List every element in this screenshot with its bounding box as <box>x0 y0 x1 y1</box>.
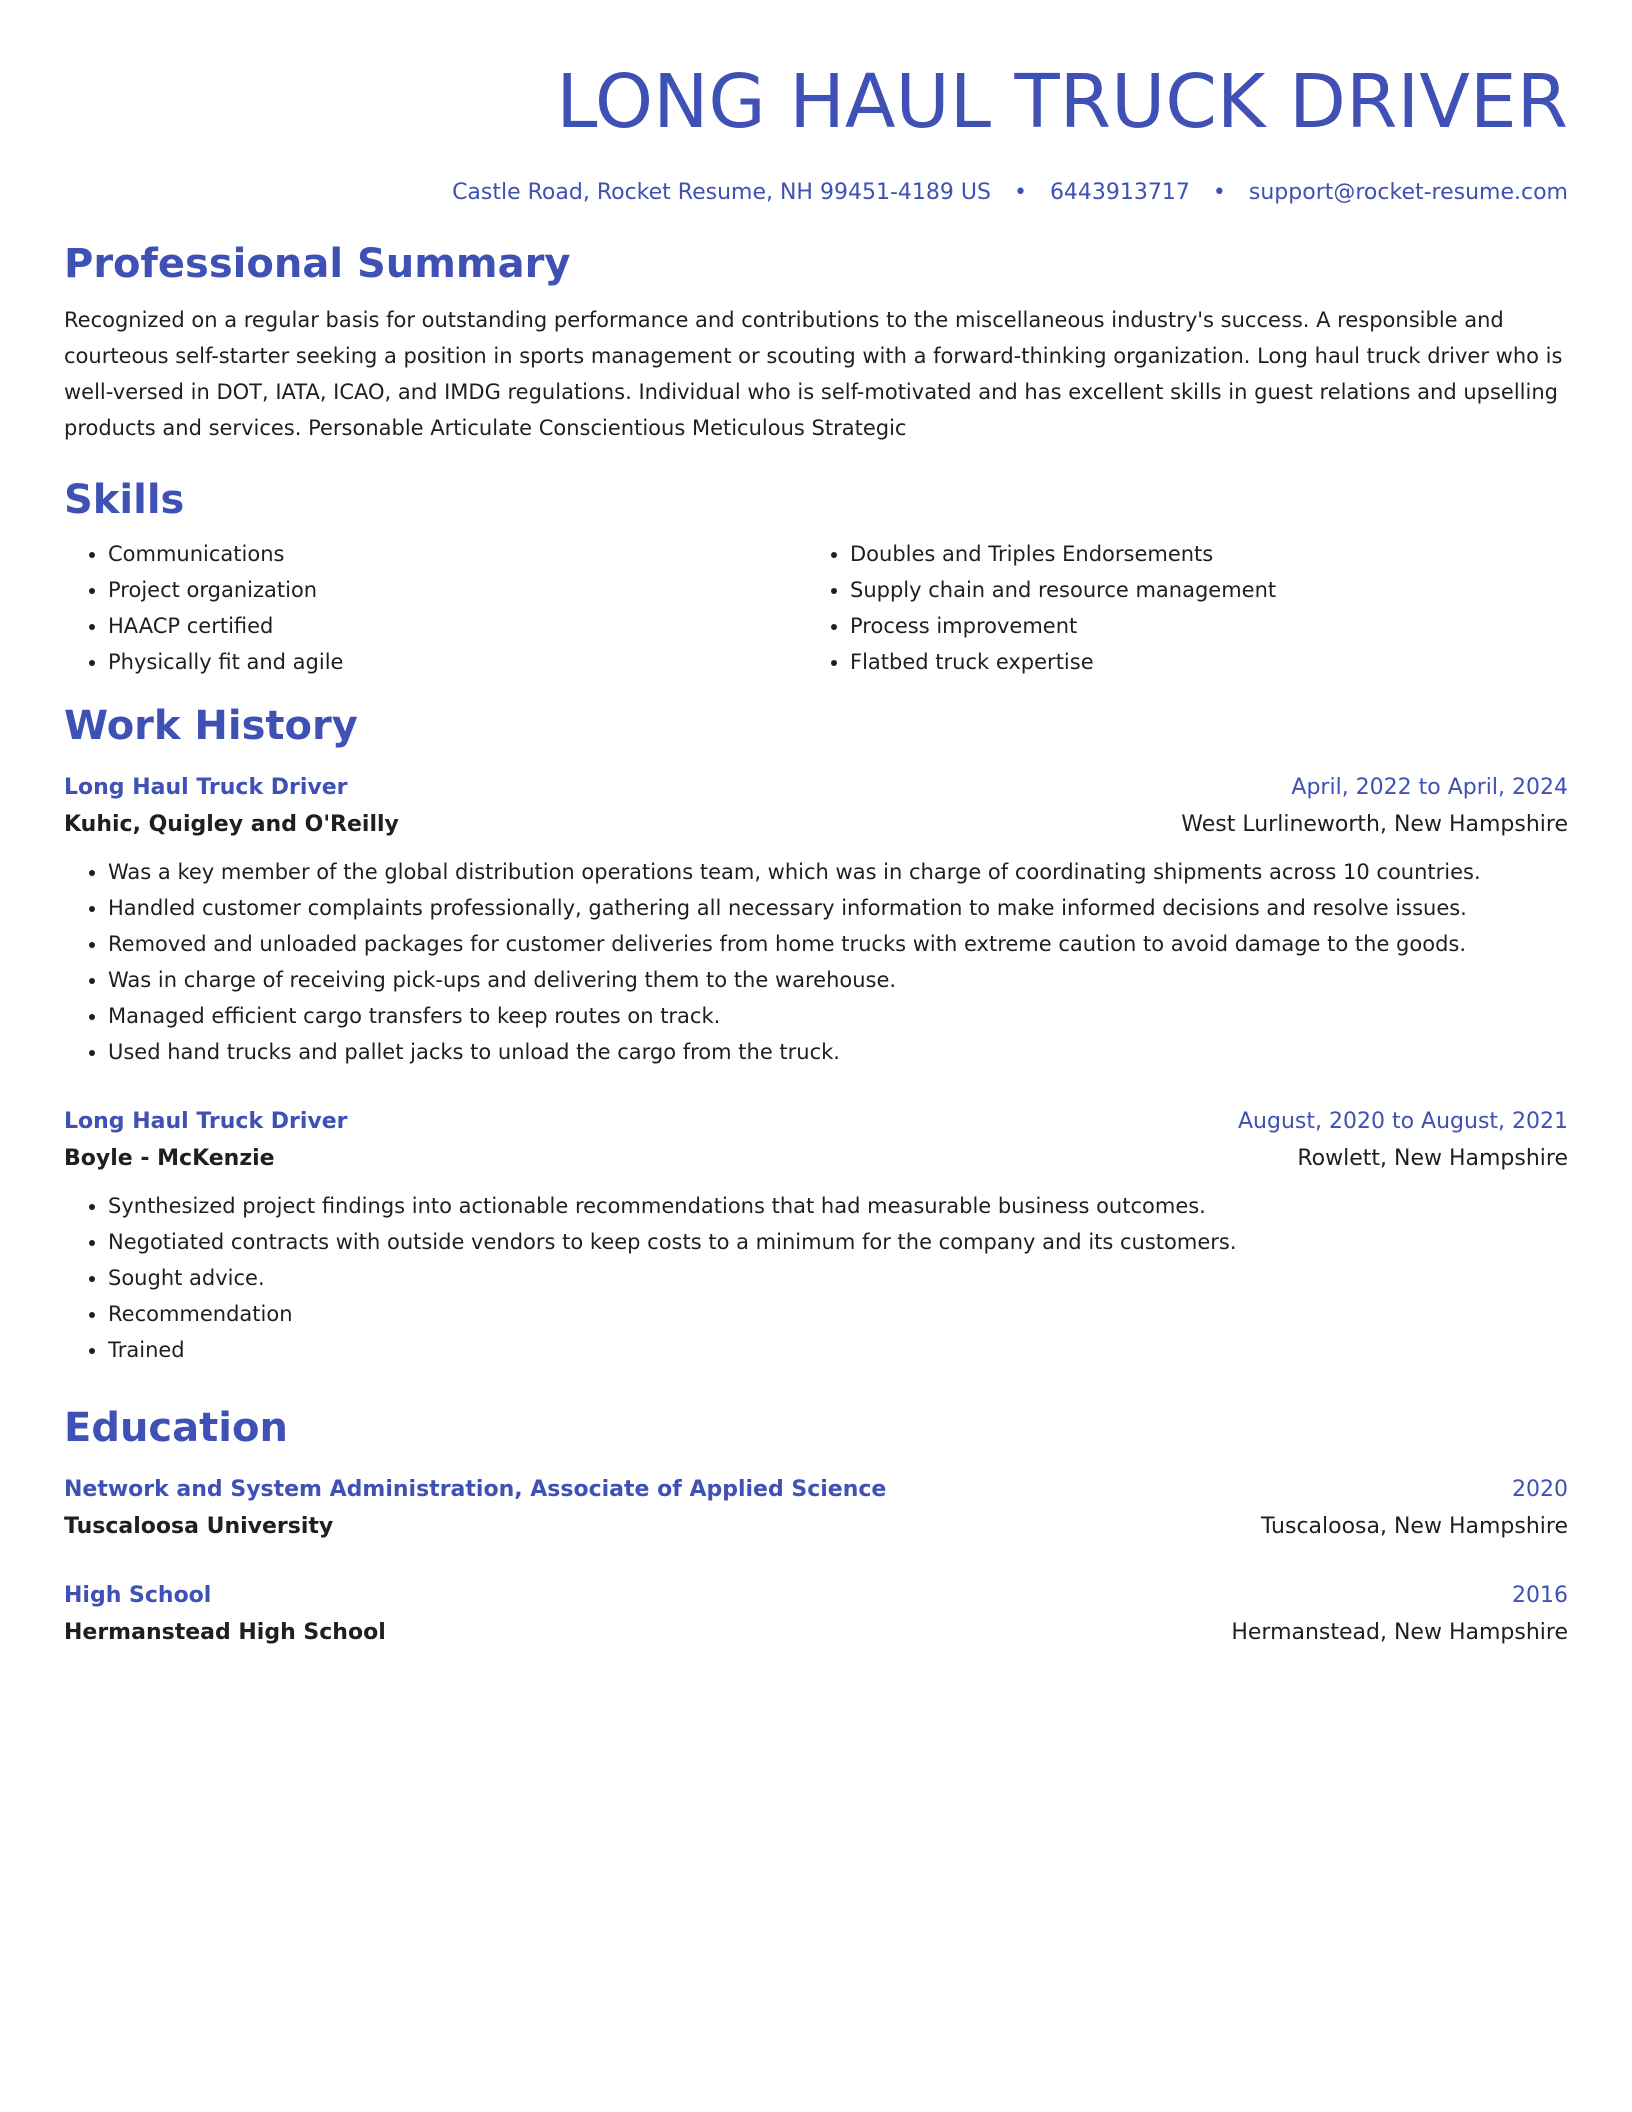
contact-line <box>64 178 1568 208</box>
skill-item: • Physically fit and agile <box>108 644 806 680</box>
education-year: 2016 <box>1512 1583 1568 1608</box>
job-header-row <box>64 1104 1568 1140</box>
section-heading-education: Education <box>64 1405 288 1451</box>
education-location: Hermanstead, New Hampshire <box>1231 1620 1568 1645</box>
contact-separator: • <box>1013 180 1027 205</box>
section-heading-work: Work History <box>64 703 358 749</box>
skill-item: • Project organization <box>108 572 806 608</box>
education-degree: High School <box>64 1583 212 1608</box>
job-bullet: • Synthesized project findings into actionable recommendations that had measurable business outcomes. <box>108 1188 1568 1224</box>
skill-item: • Doubles and Triples Endorsements <box>850 536 1548 572</box>
contact-address: Castle Road, Rocket Resume, NH 99451-4189 US <box>452 180 991 205</box>
job-location: West Lurlineworth, New Hampshire <box>1181 812 1568 837</box>
contact-email: support@rocket-resume.com <box>1248 180 1568 205</box>
education-school-row <box>64 1614 1568 1652</box>
education-degree: Network and System Administration, Associate of Applied Science <box>64 1477 887 1502</box>
education-entry <box>64 1578 1568 1652</box>
skill-item: • Flatbed truck expertise <box>850 644 1548 680</box>
work-history-section <box>64 700 1568 1368</box>
skill-item: • HAACP certified <box>108 608 806 644</box>
job-header-row <box>64 770 1568 806</box>
job-role: Long Haul Truck Driver <box>64 1109 348 1134</box>
job-entry <box>64 770 1568 1070</box>
job-employer-row <box>64 806 1568 844</box>
job-bullet: • Trained <box>108 1332 1568 1368</box>
job-bullet: • Negotiated contracts with outside vendors to keep costs to a minimum for the company and its customers. <box>108 1224 1568 1260</box>
job-bullets <box>64 854 1568 1070</box>
job-bullet: • Used hand trucks and pallet jacks to unload the cargo from the truck. <box>108 1034 1568 1070</box>
summary-section <box>64 238 1568 446</box>
job-bullets <box>64 1188 1568 1368</box>
skills-grid <box>64 536 1568 680</box>
job-bullet: • Handled customer complaints professionally, gathering all necessary information to make informed decisions and resolve issues. <box>108 890 1568 926</box>
job-role: Long Haul Truck Driver <box>64 775 348 800</box>
section-heading-skills: Skills <box>64 477 185 523</box>
job-bullet: • Managed efficient cargo transfers to keep routes on track. <box>108 998 1568 1034</box>
contact-phone: 6443913717 <box>1049 180 1190 205</box>
job-employer-row <box>64 1140 1568 1178</box>
education-school: Hermanstead High School <box>64 1620 386 1645</box>
education-school: Tuscaloosa University <box>64 1514 334 1539</box>
skills-column-left <box>64 536 806 680</box>
job-location: Rowlett, New Hampshire <box>1297 1146 1568 1171</box>
skills-column-right <box>806 536 1548 680</box>
job-bullet: • Was in charge of receiving pick-ups and delivering them to the warehouse. <box>108 962 1568 998</box>
education-header-row <box>64 1472 1568 1508</box>
job-bullet: • Removed and unloaded packages for customer deliveries from home trucks with extreme caution to avoid damage to the goods. <box>108 926 1568 962</box>
resume-header <box>64 58 1568 208</box>
contact-separator: • <box>1212 180 1226 205</box>
job-employer: Kuhic, Quigley and O'Reilly <box>64 812 399 837</box>
education-school-row <box>64 1508 1568 1546</box>
job-bullet: • Was a key member of the global distribution operations team, which was in charge of coordinating shipments across 10 countries. <box>108 854 1568 890</box>
job-employer: Boyle - McKenzie <box>64 1146 275 1171</box>
education-location: Tuscaloosa, New Hampshire <box>1260 1514 1568 1539</box>
job-bullet: • Recommendation <box>108 1296 1568 1332</box>
job-dates: August, 2020 to August, 2021 <box>1238 1109 1568 1134</box>
skill-item: • Communications <box>108 536 806 572</box>
job-entry <box>64 1104 1568 1368</box>
job-bullet: • Sought advice. <box>108 1260 1568 1296</box>
section-heading-summary: Professional Summary <box>64 241 571 287</box>
skill-item: • Supply chain and resource management <box>850 572 1548 608</box>
education-year: 2020 <box>1512 1477 1568 1502</box>
resume-title: LONG HAUL TRUCK DRIVER <box>556 59 1568 145</box>
summary-text: Recognized on a regular basis for outstanding performance and contributions to the miscellaneous industry's success. A responsible and courteous self-starter seeking a position in sports management or scouting with a forward-thinking organization. Long haul truck driver who is well-versed in DOT, IATA, ICAO, and IMDG regulations. Individual who is self-motivated and has excellent skills in guest relations and upselling products and services. Personable Articulate Conscientious Meticulous Strategic <box>64 308 1563 440</box>
skill-item: • Process improvement <box>850 608 1548 644</box>
skills-section <box>64 474 1568 680</box>
education-header-row <box>64 1578 1568 1614</box>
education-entry <box>64 1472 1568 1546</box>
resume-page <box>64 0 1568 1652</box>
job-dates: April, 2022 to April, 2024 <box>1291 775 1568 800</box>
education-section <box>64 1402 1568 1652</box>
